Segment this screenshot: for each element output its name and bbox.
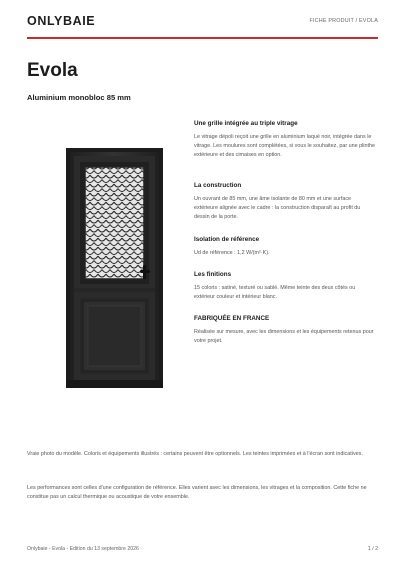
footer-edition: Onlybaie - Evola - Edition du 13 septembre 2026: [27, 546, 139, 552]
page-subtitle: Aluminium monobloc 85 mm: [27, 93, 131, 102]
section-grille: [194, 120, 376, 161]
page-title: Evola: [27, 60, 78, 81]
section-finitions: [194, 271, 376, 302]
section-fabrication: [194, 315, 376, 346]
section-text: Ud de référence : 1,2 W/(m²·K).: [194, 250, 270, 256]
photo-disclaimer: Vraie photo du modèle. Coloris et équipements illustrés : certains peuvent être optionnels. Les teintes imprimées et à l'écran sont indicatives.: [27, 451, 363, 457]
door-photo: [66, 148, 163, 388]
page-number: 1 / 2: [367, 546, 378, 552]
section-text: Réalisée sur mesure, avec les dimensions et les équipements retenus pour votre projet.: [194, 329, 374, 345]
section-heading: FABRIQUÉE EN FRANCE: [194, 315, 270, 322]
section-heading: Les finitions: [194, 271, 232, 278]
section-construction: [194, 182, 376, 223]
section-heading: La construction: [194, 182, 242, 189]
section-isolation: [194, 236, 376, 258]
section-text: 15 coloris : satiné, texturé ou sablé. Même teinte des deux côtés ou extérieur couleur et intérieur blanc.: [194, 285, 356, 301]
performance-disclaimer: Les performances sont celles d'une configuration de référence. Elles varient avec les dimensions, les vitrages et la composition. Cette fiche ne constitue pas un calcul thermique ou acoustique de votre ensemble.: [27, 485, 367, 501]
section-heading: Isolation de référence: [194, 236, 260, 243]
section-text: Un ouvrant de 85 mm, une âme isolante de 80 mm et une surface extérieure alignée avec le cadre : la construction disparaît au profit du dessin de la porte.: [194, 196, 361, 221]
brand-logo: ONLYBAIE: [27, 14, 96, 28]
header-rule: [27, 37, 378, 39]
section-text: Le vitrage dépoli reçoit une grille en aluminium laqué noir, intégrée dans le vitrage. Les moulures sont complétées, si vous le souhaitez, par une plinthe extérieure et des cimaises en option.: [194, 134, 375, 159]
section-heading: Une grille intégrée au triple vitrage: [194, 120, 298, 127]
breadcrumb: FICHE PRODUIT / EVOLA: [309, 18, 378, 24]
